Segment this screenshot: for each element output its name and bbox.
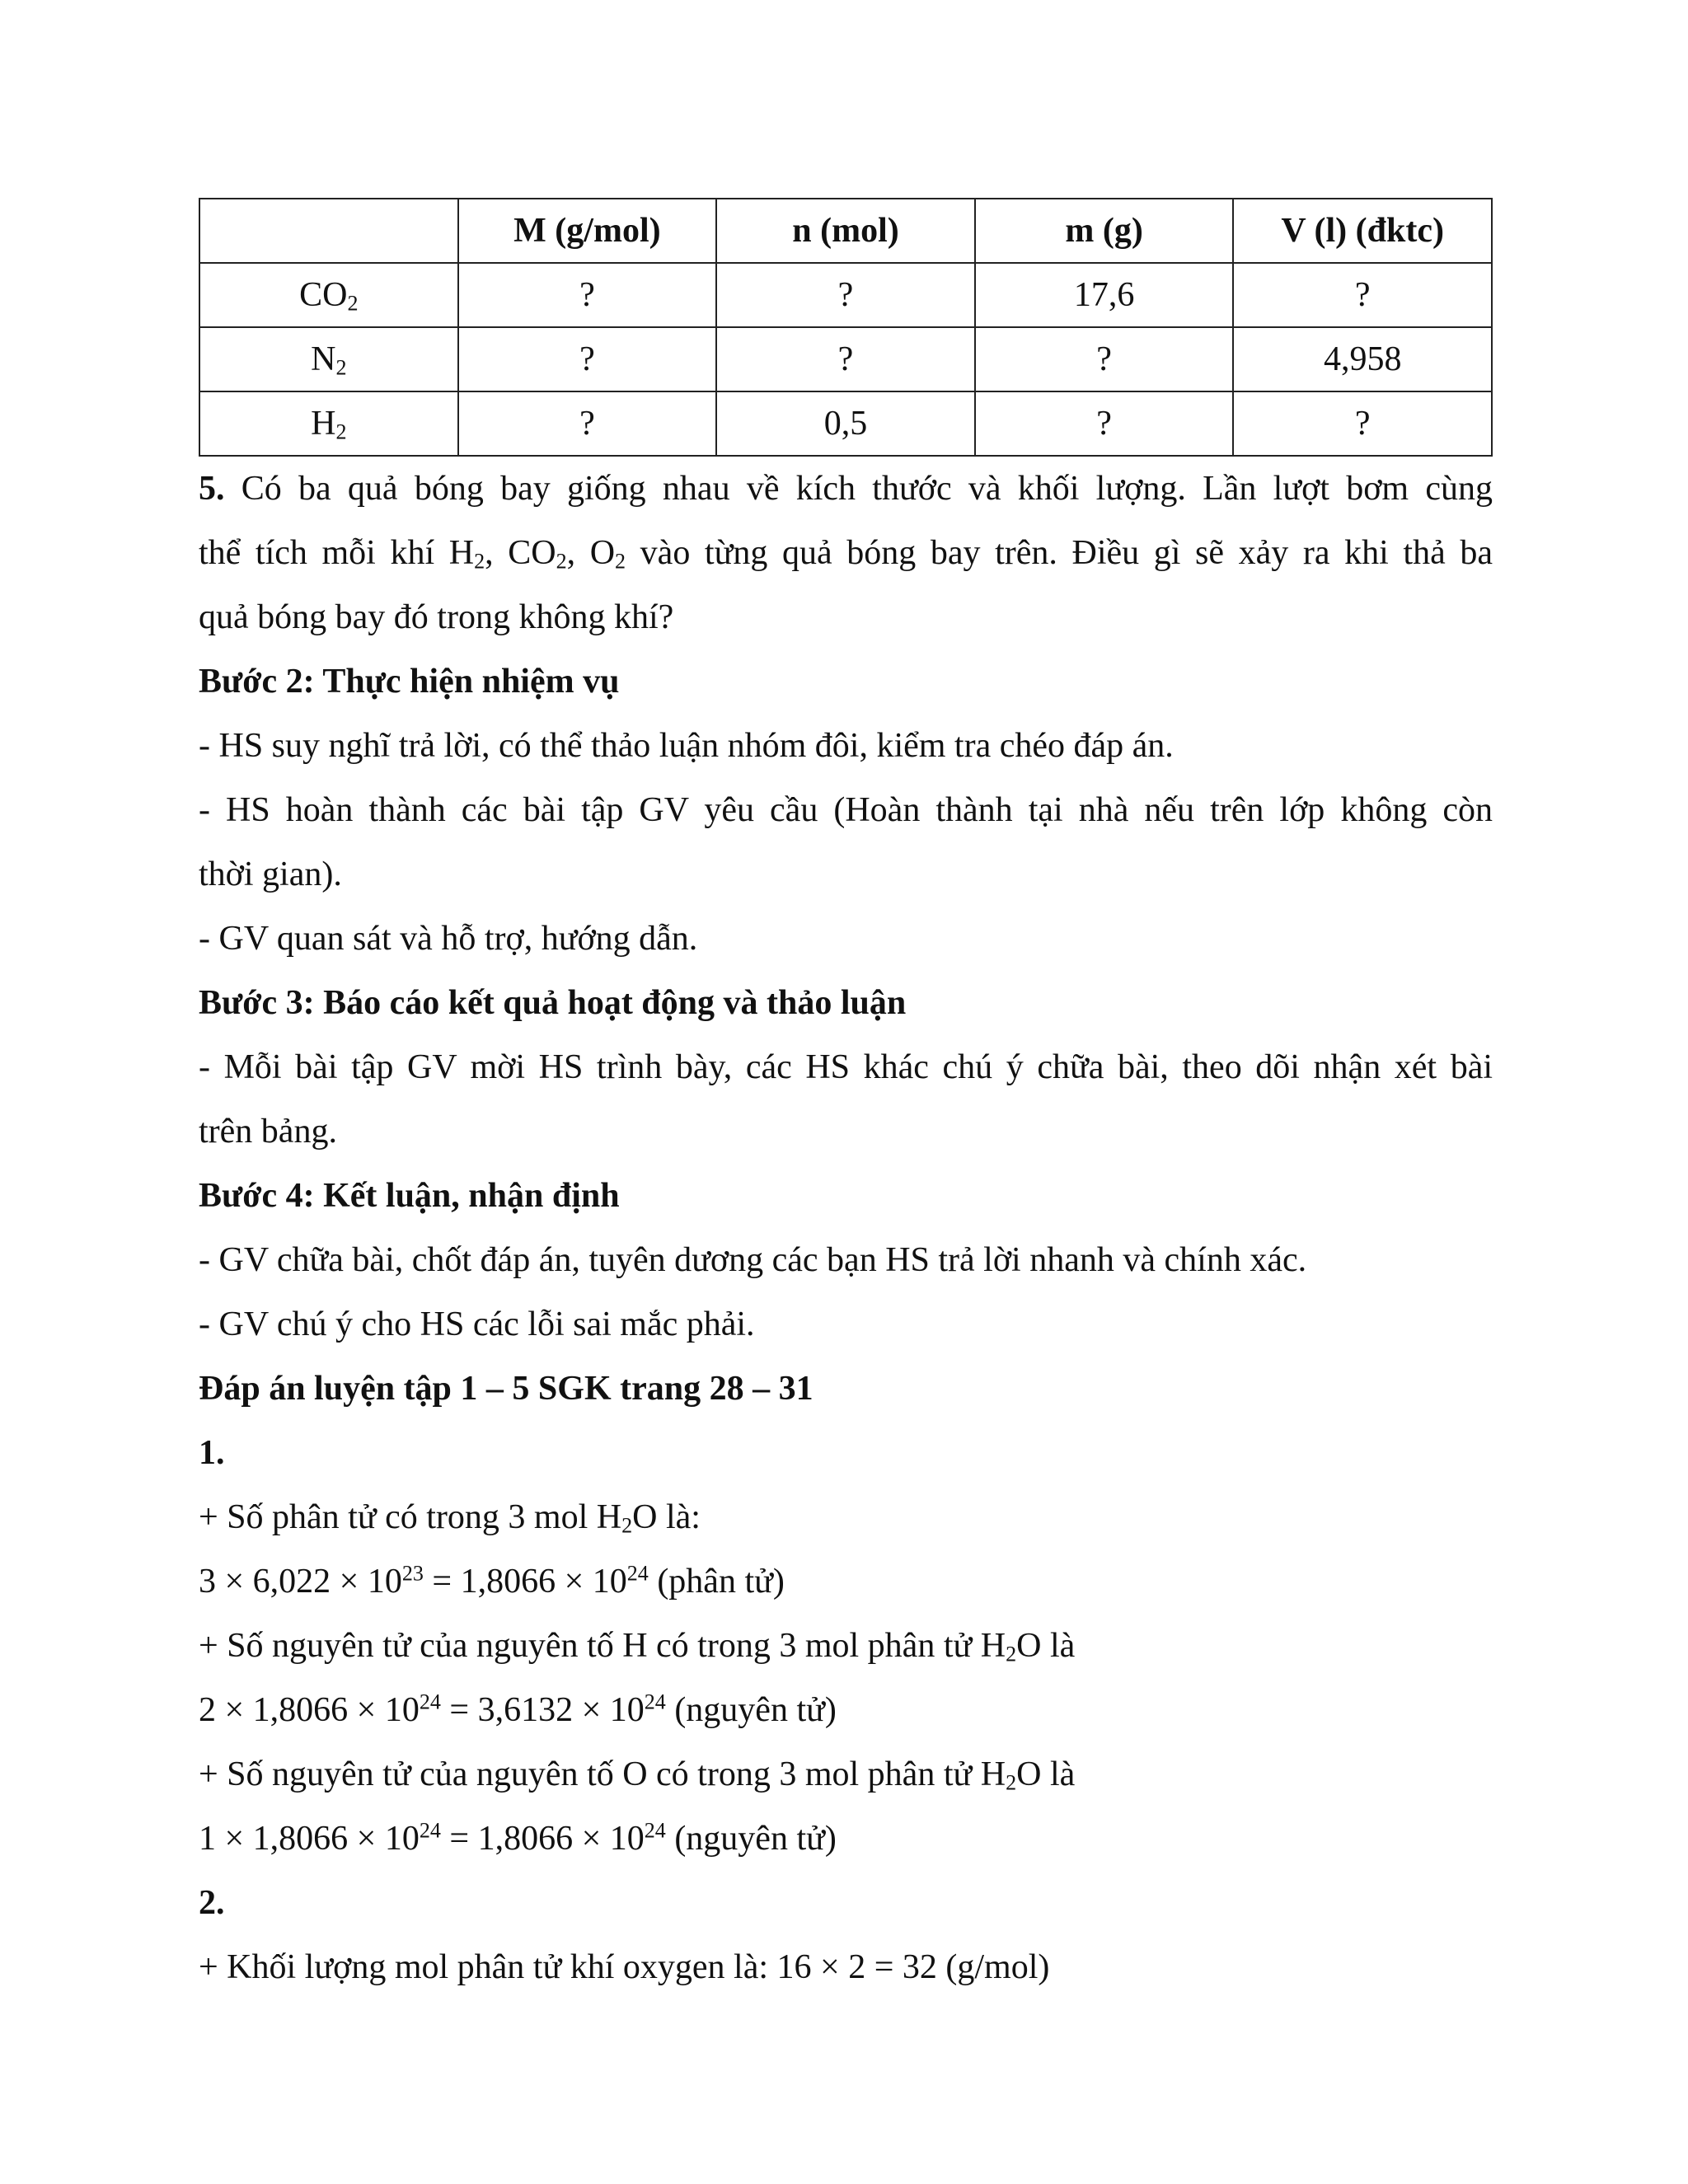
step-3-line: - Mỗi bài tập GV mời HS trình bày, các HS khác chú ý chữa bài, theo dõi nhận xét bài	[199, 1048, 1493, 1086]
substance-cell: $H_2$	[199, 391, 458, 456]
table-cell: ?	[458, 327, 717, 391]
table-cell: 4,958	[1233, 327, 1492, 391]
answer-1-line: $3 \times 6,022 \times 10^{23} = 1,8066 \times 10^{24}$ (phân tử)	[199, 1561, 785, 1601]
table-header-cell	[199, 199, 458, 263]
table-row	[199, 263, 1492, 327]
step-4-line: - GV chữa bài, chốt đáp án, tuyên dương các bạn HS trả lời nhanh và chính xác.	[199, 1241, 1307, 1279]
answer-1-line: + Số nguyên tử của nguyên tố O có trong 3 mol phân tử $H_2O$ là	[199, 1755, 1076, 1795]
table-header-row	[199, 199, 1492, 263]
step-4-heading: Bước 4: Kết luận, nhận định	[199, 1177, 620, 1215]
table-cell: ?	[1233, 263, 1492, 327]
question-5-line-1: 5. Có ba quả bóng bay giống nhau về kích thước và khối lượng. Lần lượt bơm cùng	[199, 470, 1493, 508]
gas-data-table	[199, 198, 1493, 457]
step-4-line: - GV chú ý cho HS các lỗi sai mắc phải.	[199, 1305, 755, 1343]
answer-1-number: 1.	[199, 1434, 225, 1472]
step-2-line: - HS suy nghĩ trả lời, có thể thảo luận nhóm đôi, kiểm tra chéo đáp án.	[199, 727, 1174, 765]
answer-2-number: 2.	[199, 1884, 225, 1922]
table-cell: 17,6	[975, 263, 1234, 327]
table-cell: ?	[458, 263, 717, 327]
step-2-heading: Bước 2: Thực hiện nhiệm vụ	[199, 663, 620, 701]
answer-2-line: + Khối lượng mol phân tử khí oxygen là: 16 × 2 = 32 (g/mol)	[199, 1948, 1050, 1986]
table-header-cell: M (g/mol)	[458, 199, 717, 263]
table-cell: ?	[975, 327, 1234, 391]
table-header-cell: n (mol)	[716, 199, 975, 263]
table-row	[199, 391, 1492, 456]
table-cell: ?	[458, 391, 717, 456]
step-2-line: - GV quan sát và hỗ trợ, hướng dẫn.	[199, 920, 698, 958]
table-cell: ?	[716, 263, 975, 327]
step-3-line: trên bảng.	[199, 1113, 337, 1151]
answer-1-line: $1 \times 1,8066 \times 10^{24} = 1,8066 \times 10^{24}$ (nguyên tử)	[199, 1818, 837, 1858]
substance-cell: $N_2$	[199, 327, 458, 391]
answers-heading: Đáp án luyện tập 1 – 5 SGK trang 28 – 31	[199, 1370, 814, 1408]
table-row	[199, 327, 1492, 391]
table-cell: ?	[1233, 391, 1492, 456]
question-5-line-2: thể tích mỗi khí $H_2$, $CO_2$, $O_2$ vào từng quả bóng bay trên. Điều gì sẽ xảy ra khi thả ba	[199, 534, 1493, 574]
question-5-line-3: quả bóng bay đó trong không khí?	[199, 598, 674, 636]
answer-1-line: + Số phân tử có trong 3 mol $H_2O$ là:	[199, 1498, 701, 1538]
answer-1-line: $2 \times 1,8066 \times 10^{24} = 3,6132 \times 10^{24}$ (nguyên tử)	[199, 1690, 837, 1729]
substance-cell: $CO_2$	[199, 263, 458, 327]
table-cell: ?	[975, 391, 1234, 456]
answer-1-line: + Số nguyên tử của nguyên tố H có trong 3 mol phân tử $H_2O$ là	[199, 1627, 1076, 1666]
table-header-cell: V (l) (đktc)	[1233, 199, 1492, 263]
step-2-line: - HS hoàn thành các bài tập GV yêu cầu (Hoàn thành tại nhà nếu trên lớp không còn	[199, 791, 1493, 829]
table-cell: 0,5	[716, 391, 975, 456]
step-2-line: thời gian).	[199, 855, 342, 893]
table-cell: ?	[716, 327, 975, 391]
step-3-heading: Bước 3: Báo cáo kết quả hoạt động và thảo luận	[199, 984, 907, 1022]
document-body	[199, 457, 1493, 1999]
table-header-cell: m (g)	[975, 199, 1234, 263]
